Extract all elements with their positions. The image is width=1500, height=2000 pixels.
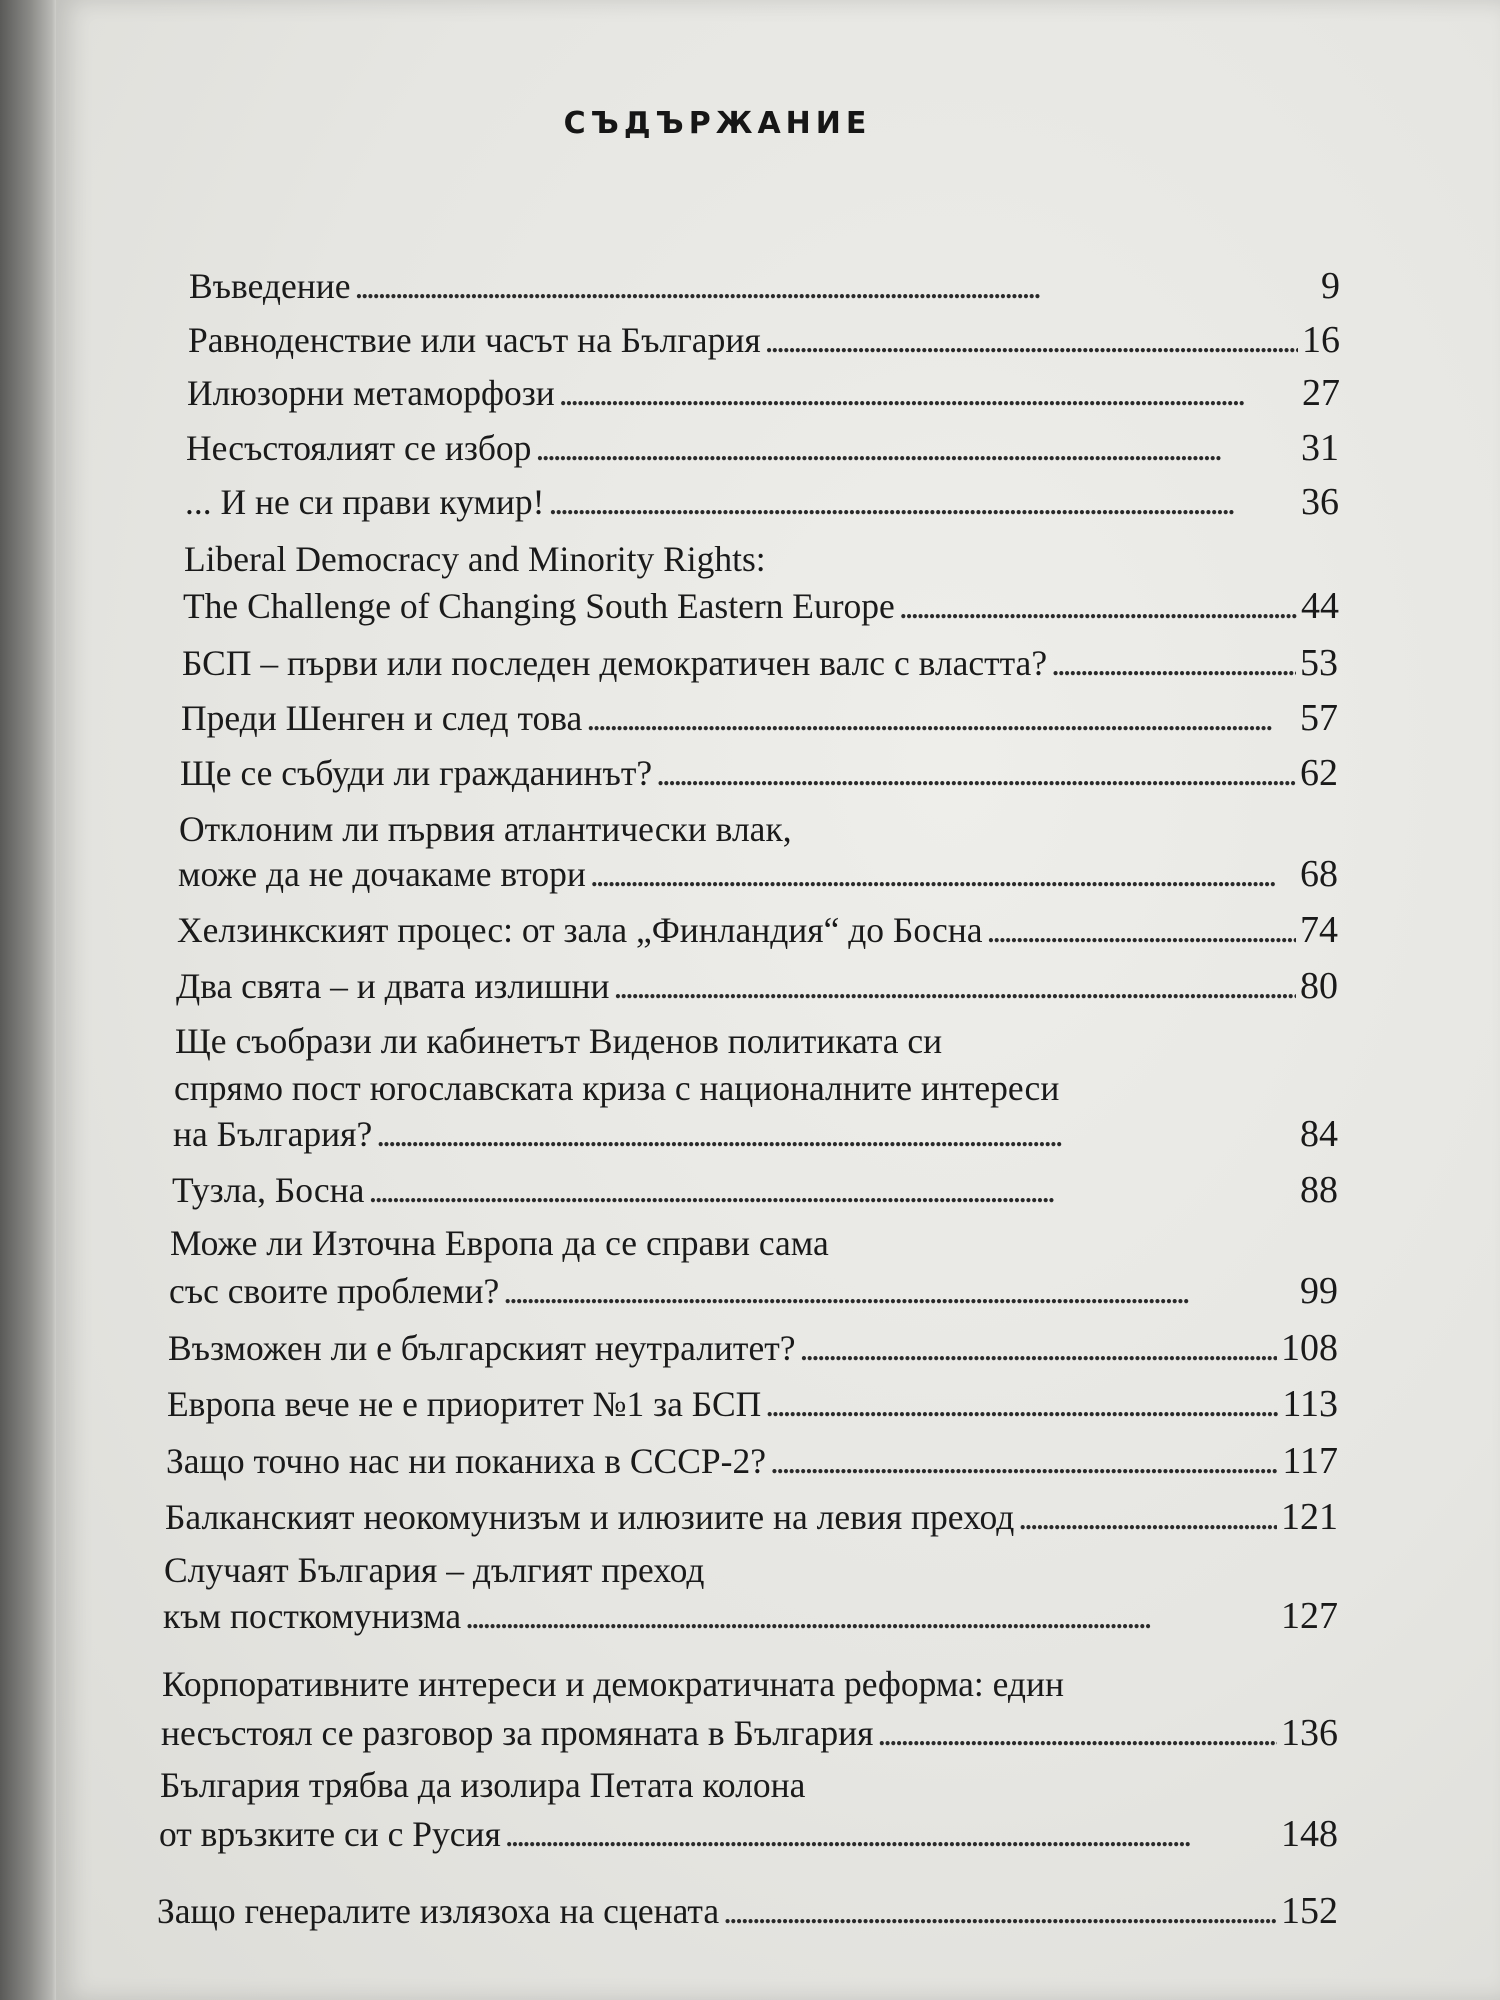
toc-entry[interactable] (181, 697, 1338, 739)
dot-leader (368, 1169, 1296, 1211)
page-number: 84 (1300, 1113, 1338, 1155)
entry-title: Хелзинкският процес: от зала „Финландия“ до Босна (177, 910, 983, 950)
page-number: 36 (1301, 481, 1339, 523)
entry-title: Защо точно нас ни поканиха в СССР-2? (166, 1441, 766, 1481)
dot-leader (505, 1813, 1277, 1855)
entry-title: Защо генералите излязоха на сцената (157, 1891, 720, 1931)
page-number: 148 (1281, 1813, 1338, 1855)
toc-entry[interactable] (165, 1496, 1338, 1538)
dot-leader (559, 372, 1298, 414)
toc-entry[interactable] (177, 909, 1338, 951)
dot-leader (656, 752, 1296, 794)
entry-title: Тузла, Босна (172, 1170, 365, 1210)
page-number: 88 (1300, 1169, 1338, 1211)
dot-leader (354, 265, 1317, 307)
dot-leader (799, 1327, 1277, 1369)
toc-entry[interactable] (187, 372, 1340, 414)
entry-title: The Challenge of Changing South Eastern Europe (183, 586, 895, 626)
entry-title: Възможен ли е българският неутралитет? (168, 1328, 796, 1368)
toc-entry[interactable] (189, 265, 1340, 307)
entry-title: БСП – първи или последен демократичен валс с властта? (182, 643, 1048, 683)
toc-entry[interactable] (161, 1712, 1338, 1754)
toc-entry[interactable] (180, 752, 1338, 794)
toc-entry[interactable] (185, 481, 1339, 523)
entry-title: със своите проблеми? (169, 1271, 500, 1311)
page-number: 44 (1301, 585, 1339, 627)
page-number: 127 (1281, 1595, 1338, 1637)
dot-leader (503, 1270, 1296, 1312)
dot-leader (1018, 1496, 1277, 1538)
page-number: 31 (1301, 427, 1339, 469)
entry-title: Преди Шенген и след това (181, 698, 583, 738)
toc-entry[interactable] (182, 642, 1338, 684)
toc-entry[interactable] (168, 1327, 1338, 1369)
page-number: 16 (1302, 319, 1340, 361)
page-number: 117 (1282, 1440, 1338, 1482)
entry-title-line: Отклоним ли първия атлантически влак, (179, 809, 792, 849)
entry-title: може да не дочакаме втори (178, 854, 586, 894)
entry-title: Балканският неокомунизъм и илюзиите на левия преход (165, 1497, 1015, 1537)
page-number: 113 (1282, 1383, 1338, 1425)
entry-title: Европа вече не е приоритет №1 за БСП (167, 1384, 762, 1424)
entry-title-line: България трябва да изолира Петата колона (160, 1765, 806, 1805)
toc-entry[interactable] (178, 853, 1338, 895)
dot-leader (376, 1113, 1296, 1155)
entry-title: несъстоял се разговор за промяната в България (161, 1713, 874, 1753)
entry-title: Несъстоялият се избор (186, 428, 532, 468)
dot-leader (723, 1890, 1277, 1932)
toc-entry[interactable] (169, 1270, 1338, 1312)
toc-entry[interactable] (183, 585, 1339, 627)
entry-title-line: спрямо пост югославската криза с националните интереси (174, 1068, 1060, 1108)
entry-title: от връзките си с Русия (159, 1814, 501, 1854)
page-number: 108 (1281, 1327, 1338, 1369)
toc-entry[interactable] (166, 1440, 1338, 1482)
entry-title: Два свята – и двата излишни (176, 966, 610, 1006)
toc-entry[interactable] (157, 1890, 1338, 1932)
toc-entry[interactable] (167, 1383, 1338, 1425)
toc-entry[interactable] (186, 427, 1339, 469)
entry-title: ... И не си прави кумир! (185, 482, 545, 522)
dot-leader (613, 965, 1296, 1007)
toc-entry[interactable] (163, 1595, 1338, 1637)
dot-leader (548, 481, 1297, 523)
entry-title: към посткомунизма (163, 1596, 462, 1636)
entry-title-line: Ще съобрази ли кабинетът Виденов политиката си (175, 1021, 943, 1061)
entry-title: на България? (173, 1114, 373, 1154)
toc-entry[interactable] (159, 1813, 1338, 1855)
toc-entry[interactable] (173, 1113, 1338, 1155)
dot-leader (765, 1383, 1278, 1425)
entry-title-line: Случаят България – дългият преход (164, 1550, 705, 1590)
dot-leader (586, 697, 1296, 739)
toc-entry[interactable] (172, 1169, 1338, 1211)
dot-leader (535, 427, 1297, 469)
page-number: 9 (1321, 265, 1340, 307)
page-number: 57 (1300, 697, 1338, 739)
toc-entry[interactable] (176, 965, 1338, 1007)
entry-title: Въведение (189, 266, 351, 306)
entry-title: Ще се събуди ли гражданинът? (180, 753, 653, 793)
page-number: 80 (1300, 965, 1338, 1007)
dot-leader (765, 319, 1298, 361)
dot-leader (770, 1440, 1278, 1482)
page-number: 121 (1281, 1496, 1338, 1538)
dot-leader (899, 585, 1297, 627)
dot-leader (986, 909, 1296, 951)
page-number: 136 (1281, 1712, 1338, 1754)
page-number: 27 (1302, 372, 1340, 414)
page-number: 53 (1300, 642, 1338, 684)
page-number: 74 (1300, 909, 1338, 951)
entry-title: Илюзорни метаморфози (187, 373, 555, 413)
page-number: 99 (1300, 1270, 1338, 1312)
dot-leader (1051, 642, 1296, 684)
page-number: 68 (1300, 853, 1338, 895)
toc-title: СЪДЪРЖАНИЕ (563, 106, 872, 141)
toc-entry[interactable] (188, 319, 1340, 361)
entry-title: Равноденствие или часът на България (188, 320, 761, 360)
dot-leader (877, 1712, 1277, 1754)
entry-title-line: Може ли Източна Европа да се справи сама (170, 1223, 829, 1263)
page-number: 152 (1281, 1890, 1338, 1932)
entry-title-line: Liberal Democracy and Minority Rights: (184, 539, 766, 579)
page-number: 62 (1300, 752, 1338, 794)
dot-leader (465, 1595, 1277, 1637)
entry-title-line: Корпоративните интереси и демократичната реформа: един (162, 1664, 1064, 1704)
dot-leader (590, 853, 1296, 895)
